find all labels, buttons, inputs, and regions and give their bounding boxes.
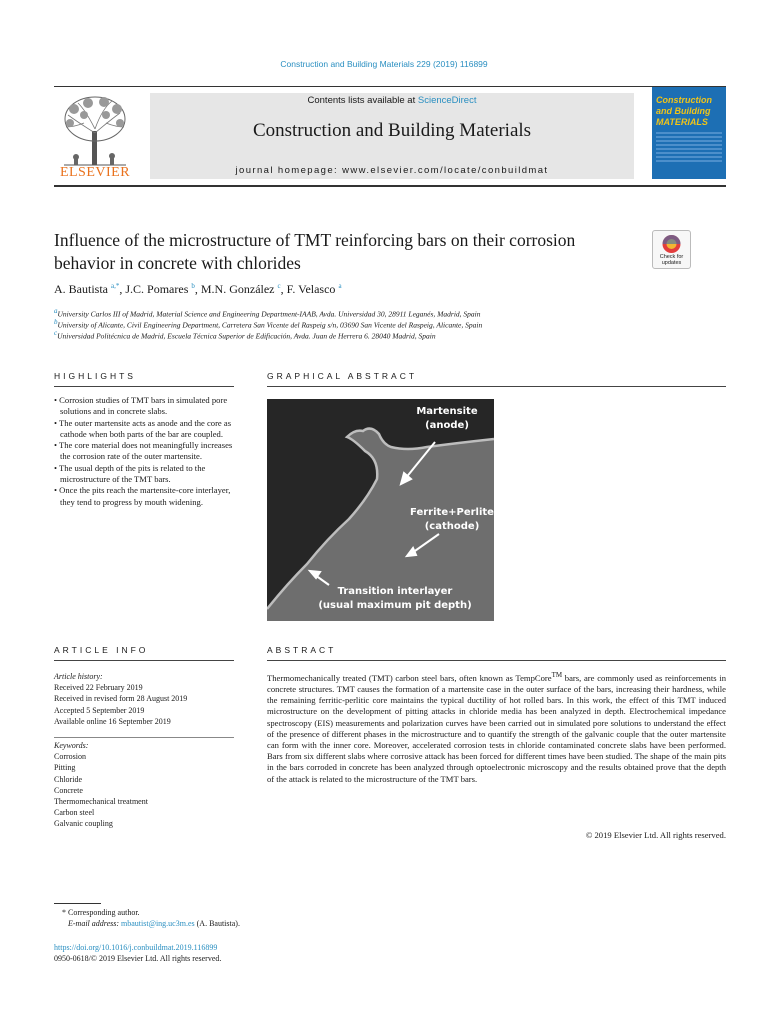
doi-block (54, 942, 221, 964)
keyword: Galvanic coupling (54, 819, 113, 829)
article-info-rule (54, 660, 234, 661)
author-list: A. Bautista $^{a,*}$, J.C. Pomares $^b$, M.N. González $^c$, F. Velasco $^a$ (54, 282, 342, 296)
author[interactable]: F. Velasco $^a$ (286, 282, 342, 296)
doi-link[interactable]: https://doi.org/10.1016/j.conbuildmat.2019.116899 (54, 943, 218, 952)
journal-title: Construction and Building Materials (252, 120, 532, 141)
graphical-abstract-rule (267, 386, 726, 387)
author[interactable]: A. Bautista $^{a,*}$ (54, 282, 120, 296)
header-bottom-rule (54, 185, 726, 187)
article-info-heading: ARTICLE INFO (54, 645, 149, 655)
author[interactable]: M.N. González $^c$ (200, 282, 281, 296)
keyword: Pitting (54, 763, 76, 773)
journal-cover[interactable] (652, 87, 726, 179)
abstract-rule (267, 660, 726, 661)
affiliation: $^c$Universidad Politécnica de Madrid, Escuela Técnica Superior de Edificación, Avda. Juan de Herrera 6. 28040 Madrid, Spain (54, 329, 436, 341)
keywords-label: Keywords: (54, 741, 89, 751)
footnote-rule (54, 903, 101, 904)
abstract-text: Thermomechanically treated (TMT) carbon steel bars, often known as TempCore™ bars, are commonly used as reinforcements in concrete structures. TMT causes the formation of a martensite case in the outer surface of the bars, increasing their hardness, while the remaining ferritic-perlitic core maintains the typical ductility of hot rolled bars. In this work, the effect of this TMT induced microstructure on the development of pitting attacks in chloride media has been analyzed in depth. Electrochemical impedance spectroscopy (EIS) measurements and polarization curves have been carried out in simulated pore solutions to understand the effect of the presence of different phases in the microstructure and to quantify the strength of the galvanic couple that the outer martensite can form with the inner core. Moreover, accelerated corrosion tests in chloride contaminated concrete slabs have been performed. Bars from six different slabs where corrosive attack has been forced for different times have been studied. The shape of the main pits in the bars corroded in concrete has been analyzed through optoelectronic microscopy and the results obtained prove that the depth of the attack is related to the microstructure of the TMT bars. (267, 671, 726, 784)
elsevier-logo (54, 93, 136, 183)
keyword: Corrosion (54, 752, 86, 762)
issn-line: 0950-0618/© 2019 Elsevier Ltd. All rights reserved. (54, 954, 222, 963)
publisher-wordmark: ELSEVIER (59, 165, 131, 180)
history-entry: Accepted 5 September 2019 (54, 705, 145, 715)
abstract-heading: ABSTRACT (267, 645, 337, 655)
keywords-rule (54, 737, 234, 738)
email-link[interactable]: mbautist@ing.uc3m.es (121, 919, 195, 928)
list-item: • The core material does not meaningfully increases the corrosion rate of the outer martensite. (54, 440, 233, 462)
keyword: Carbon steel (54, 808, 95, 818)
ferrite-label: Ferrite+Perlite (cathode) (410, 507, 494, 532)
cover-title: Construction and Building MATERIALS (656, 95, 712, 127)
highlights-rule (54, 386, 234, 387)
keyword: Chloride (54, 774, 82, 784)
keyword: Concrete (54, 785, 83, 795)
history-entry: Received in revised form 28 August 2019 (54, 694, 188, 704)
list-item: • The outer martensite acts as anode and the core as cathode when both parts of the bar are coupled. (54, 417, 232, 439)
history-entry: Available online 16 September 2019 (54, 716, 171, 726)
abstract-copyright: © 2019 Elsevier Ltd. All rights reserved. (585, 830, 726, 840)
cover-pattern (656, 132, 722, 164)
article-title: Influence of the microstructure of TMT reinforcing bars on their corrosion behavior in concrete with chlorides (54, 230, 576, 273)
contents-line (150, 95, 634, 106)
check-for-updates-button[interactable] (652, 230, 691, 269)
martensite-label: Martensite (anode) (416, 406, 478, 431)
corresponding-author-note: * Corresponding author. (62, 908, 140, 917)
graphical-abstract-image[interactable] (267, 399, 494, 621)
affiliation: $^b$University of Alicante, Civil Engineering Department, Carretera San Vicente del Raspeig s/n, 03690 San Vicente del Raspeig, Alicante, Spain (54, 318, 483, 330)
header-rule (54, 86, 726, 87)
journal-reference[interactable]: Construction and Building Materials 229 (2019) 116899 (280, 59, 488, 69)
sciencedirect-link[interactable]: ScienceDirect (417, 95, 477, 106)
list-item: • The usual depth of the pits is related to the microstructure of the TMT bars. (54, 462, 206, 485)
history-entry: Received 22 February 2019 (54, 683, 143, 693)
graphical-abstract-heading: GRAPHICAL ABSTRACT (267, 371, 418, 381)
contents-prefix: Contents lists available at (307, 95, 418, 106)
article-history: Article history: Received 22 February 2019 Received in revised form 28 August 2019 Accepted 5 September 2019 Available online 16 September 2019 Keywords: Corrosion Pitting Chloride Concrete Thermomechanical treatment Carbon steel Galvanic coupling (54, 671, 244, 830)
list-item: • Corrosion studies of TMT bars in simulated pore solutions and in concrete slabs. (54, 395, 228, 417)
author[interactable]: J.C. Pomares $^b$ (125, 282, 195, 296)
check-updates-label: Check for updates (659, 254, 684, 266)
highlights-heading: HIGHLIGHTS (54, 371, 136, 381)
transition-label: Transition interlayer (usual maximum pit depth) (318, 586, 472, 611)
affiliation: $^a$University Carlos III of Madrid, Material Science and Engineering Department-IAAB, Avda. Universidad 30, 28911 Leganés, Madrid, Spain (54, 307, 481, 319)
footnote: * Corresponding author. E-mail address: mbautist@ing.uc3m.es (A. Bautista). (54, 907, 240, 929)
highlights-list (54, 395, 234, 508)
list-item: • Once the pits reach the martensite-core interlayer, they tend to progress by mouth widening. (54, 485, 231, 507)
journal-homepage-link[interactable]: journal homepage: www.elsevier.com/locate/conbuildmat (235, 165, 549, 176)
keyword: Thermomechanical treatment (54, 797, 148, 807)
check-updates-icon (653, 231, 690, 255)
